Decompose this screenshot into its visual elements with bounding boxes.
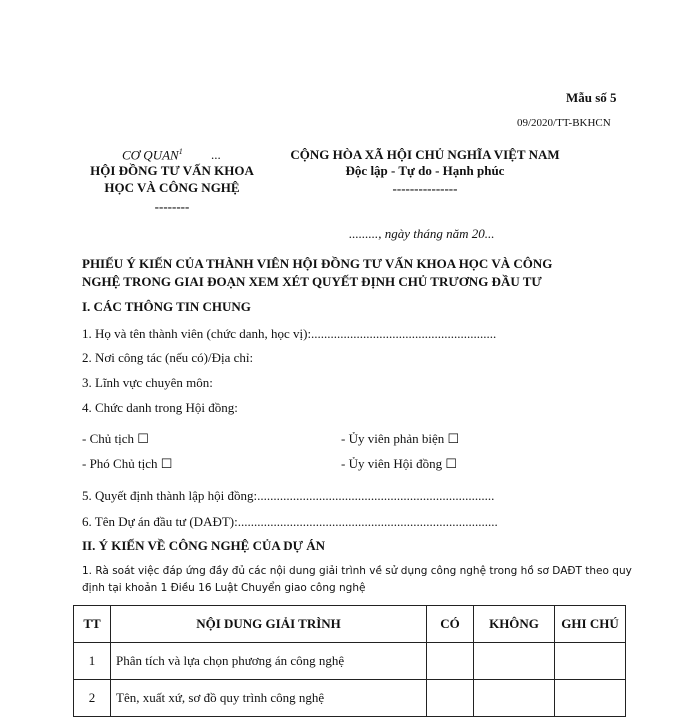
row-number: 2 [74,680,111,717]
section2-intro-line2: định tại khoản 1 Điều 16 Luật Chuyển giao công nghệ [82,582,366,594]
national-motto: Độc lập - Tự do - Hạnh phúc [345,163,505,178]
row-no-cell[interactable] [474,643,555,680]
header-note: GHI CHÚ [555,606,626,643]
document-title-line1: PHIẾU Ý KIẾN CỦA THÀNH VIÊN HỘI ĐỒNG TƯ VẤN KHOA HỌC VÀ CÔNG [82,256,553,271]
agency-dots: ... [211,147,221,162]
project-name-field: 6. Tên Dự án đầu tư (DAĐT):................................................................................ [82,514,498,529]
date-line: ........., ngày tháng năm 20... [349,226,495,241]
section1-heading: I. CÁC THÔNG TIN CHUNG [82,299,251,314]
header-content: NỘI DUNG GIẢI TRÌNH [111,606,427,643]
header-yes: CÓ [427,606,474,643]
row-yes-cell[interactable] [427,680,474,717]
row-content: Tên, xuất xứ, sơ đồ quy trình công nghệ [111,680,427,717]
right-dashes: --------------- [392,181,458,196]
section2-intro-line1: 1. Rà soát việc đáp ứng đầy đủ các nội dung giải trình về sử dụng công nghệ trong hồ sơ DAĐT theo quy [82,565,632,577]
technology-review-table [73,605,626,717]
table-row [74,680,626,717]
nation-title: CỘNG HÒA XÃ HỘI CHỦ NGHĨA VIỆT NAM [290,147,560,162]
row-note-cell[interactable] [555,643,626,680]
agency-label: CƠ QUAN [122,147,179,163]
left-dashes: -------- [154,199,190,214]
header-tt: TT [74,606,111,643]
council-name-line1: HỘI ĐỒNG TƯ VẤN KHOA [90,163,254,178]
expertise-field: 3. Lĩnh vực chuyên môn: [82,375,213,390]
role-vice-chairman-checkbox[interactable]: - Phó Chủ tịch ☐ [82,456,173,471]
establishment-decision-field: 5. Quyết định thành lập hội đồng:......................................................................... [82,488,495,503]
workplace-field: 2. Nơi công tác (nếu có)/Địa chỉ: [82,350,254,365]
role-reviewer-checkbox[interactable]: - Ủy viên phản biện ☐ [341,431,460,446]
row-content: Phân tích và lựa chọn phương án công nghệ [111,643,427,680]
member-name-field: 1. Họ và tên thành viên (chức danh, học vị):......................................................... [82,326,497,341]
council-name-line2: HỌC VÀ CÔNG NGHỆ [104,180,240,195]
document-title-line2: NGHỆ TRONG GIAI ĐOẠN XEM XÉT QUYẾT ĐỊNH CHỦ TRƯƠNG ĐẦU TƯ [82,274,542,289]
agency-footnote-mark: 1 [178,147,183,156]
row-no-cell[interactable] [474,680,555,717]
circular-number: 09/2020/TT-BKHCN [517,117,611,129]
row-note-cell[interactable] [555,680,626,717]
council-role-label: 4. Chức danh trong Hội đồng: [82,400,238,415]
section2-heading: II. Ý KIẾN VỀ CÔNG NGHỆ CỦA DỰ ÁN [82,538,326,553]
table-row [74,643,626,680]
row-yes-cell[interactable] [427,643,474,680]
header-no: KHÔNG [474,606,555,643]
agency-name [122,147,183,163]
role-member-checkbox[interactable]: - Ủy viên Hội đồng ☐ [341,456,458,471]
row-number: 1 [74,643,111,680]
form-number: Mẫu số 5 [566,90,617,105]
role-chairman-checkbox[interactable]: - Chủ tịch ☐ [82,431,149,446]
table-header-row [74,606,626,643]
